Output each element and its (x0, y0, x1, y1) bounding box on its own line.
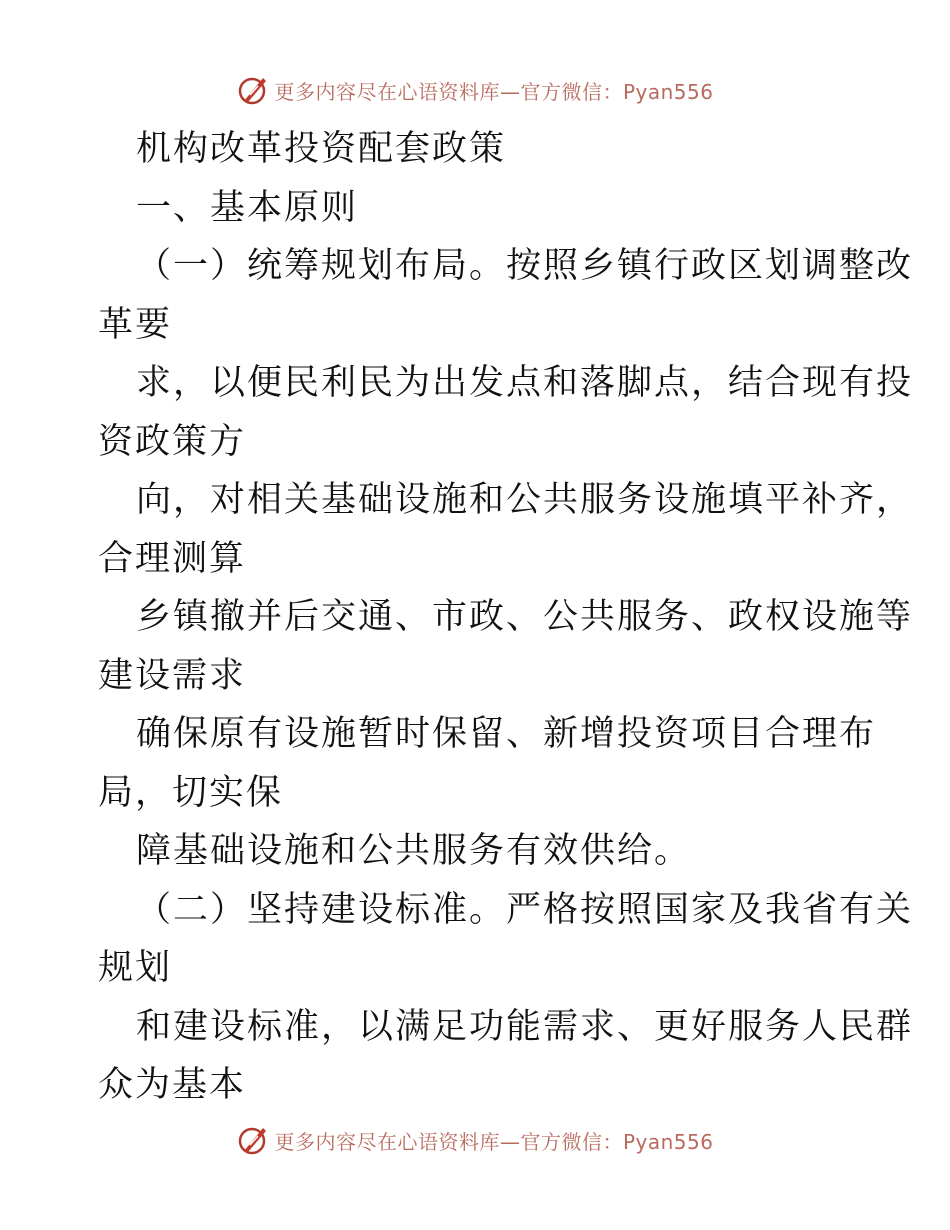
text-line: （一）统筹规划布局。按照乡镇行政区划调整改 (136, 246, 914, 286)
text-line: 障基础设施和公共服务有效供给。 (136, 831, 692, 871)
text-line: 资政策方 (98, 421, 247, 462)
text-line: 向，对相关基础设施和公共服务设施填平补齐， (136, 480, 914, 520)
feather-pen-circle-icon (236, 73, 270, 107)
header-watermark (0, 70, 950, 110)
text-line: 求，以便民利民为出发点和落脚点，结合现有投 (136, 363, 914, 403)
feather-pen-circle-icon (236, 1123, 270, 1157)
text-line: 革要 (98, 304, 173, 345)
footer-watermark (0, 1120, 950, 1160)
watermark-text: 更多内容尽在心语资料库—官方微信：Pyan556 (274, 1129, 714, 1154)
text-line: 合理测算 (98, 538, 247, 579)
text-line: 乡镇撤并后交通、市政、公共服务、政权设施等 (136, 597, 914, 637)
text-line: 局，切实保 (98, 772, 284, 813)
text-line: 确保原有设施暂时保留、新增投资项目合理布 (136, 714, 877, 754)
text-line: 众为基本 (98, 1065, 247, 1105)
text-line: 机构改革投资配套政策 (136, 129, 507, 169)
text-line: （二）坚持建设标准。严格按照国家及我省有关 (136, 889, 914, 930)
document-body (98, 120, 914, 1115)
text-line: 建设需求 (98, 655, 247, 696)
watermark-text: 更多内容尽在心语资料库—官方微信：Pyan556 (274, 79, 714, 104)
text-line: 规划 (98, 948, 173, 988)
text-line: 和建设标准，以满足功能需求、更好服务人民群 (136, 1006, 914, 1047)
text-line: 一、基本原则 (136, 187, 359, 228)
